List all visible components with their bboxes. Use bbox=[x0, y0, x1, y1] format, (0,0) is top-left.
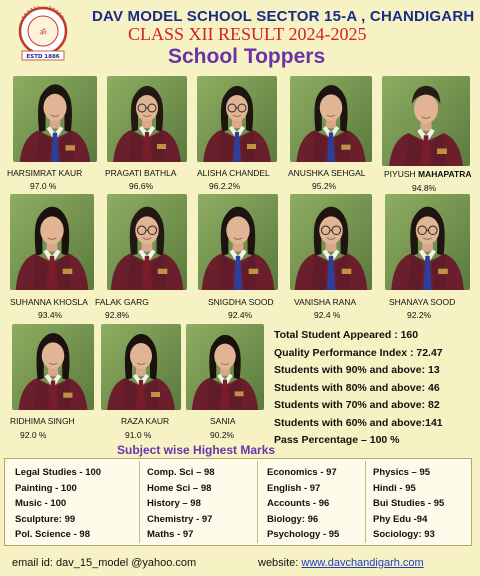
subject-column bbox=[147, 465, 215, 543]
topper-photo bbox=[385, 194, 470, 290]
topper-photo bbox=[13, 76, 97, 162]
student-portrait-icon bbox=[290, 76, 372, 162]
topper-name: PIYUSH MAHAPATRA bbox=[384, 169, 472, 179]
topper-name: VANISHA RANA bbox=[294, 297, 357, 307]
stat-line: Total Student Appeared : 160 bbox=[274, 329, 419, 341]
column-divider bbox=[257, 461, 258, 543]
topper-percentage: 92.4% bbox=[228, 310, 253, 320]
footer-website bbox=[258, 557, 424, 569]
student-portrait-icon bbox=[198, 194, 278, 290]
topper-photo bbox=[197, 76, 277, 162]
subjects-title: Subject wise Highest Marks bbox=[117, 443, 276, 457]
topper-name: HARSIMRAT KAUR bbox=[7, 168, 83, 178]
subject-column bbox=[373, 465, 444, 543]
topper-name: ALISHA CHANDEL bbox=[197, 168, 270, 178]
stat-line: Pass Percentage – 100 % bbox=[274, 434, 400, 446]
topper-name: SNIGDHA SOOD bbox=[208, 297, 274, 307]
topper-percentage: 95.2% bbox=[312, 181, 337, 191]
student-portrait-icon bbox=[385, 194, 470, 290]
topper-photo bbox=[290, 76, 372, 162]
student-portrait-icon bbox=[101, 324, 181, 410]
svg-text:ॐ: ॐ bbox=[39, 28, 47, 37]
topper-percentage: 93.4% bbox=[38, 310, 63, 320]
student-portrait-icon bbox=[107, 194, 187, 290]
student-portrait-icon bbox=[10, 194, 94, 290]
subject-entry: History – 98 bbox=[147, 498, 201, 509]
stat-line: Quality Performance Index : 72.47 bbox=[274, 346, 443, 359]
topper-name: SUHANNA KHOSLA bbox=[10, 297, 88, 307]
subject-entry: English - 97 bbox=[267, 482, 321, 494]
topper-photo bbox=[290, 194, 372, 290]
subject-entry: Home Sci – 98 bbox=[147, 482, 212, 494]
website-label: website: bbox=[258, 557, 302, 569]
student-portrait-icon bbox=[186, 324, 264, 410]
student-portrait-icon bbox=[382, 76, 470, 166]
subject-entry: Comp. Sci – 98 bbox=[147, 467, 215, 478]
result-statistics bbox=[274, 327, 443, 450]
subject-entry: Psychology - 95 bbox=[267, 529, 340, 540]
subject-entry: Pol. Science - 98 bbox=[15, 529, 90, 540]
topper-photo bbox=[101, 324, 181, 410]
subject-marks-table bbox=[4, 458, 472, 546]
topper-name: PRAGATI BATHLA bbox=[105, 168, 177, 178]
topper-photo bbox=[107, 194, 187, 290]
topper-name: SANIA bbox=[210, 416, 236, 426]
subject-entry: Accounts - 96 bbox=[267, 498, 330, 509]
logo-estd-text: ESTD 1886 bbox=[26, 54, 60, 60]
topper-percentage: 92.4 % bbox=[314, 310, 341, 320]
topper-percentage: 94.8% bbox=[412, 183, 437, 193]
student-portrait-icon bbox=[107, 76, 187, 162]
student-portrait-icon bbox=[197, 76, 277, 162]
topper-percentage: 91.0 % bbox=[125, 430, 152, 440]
subject-entry: Hindi - 95 bbox=[373, 482, 416, 494]
topper-percentage: 92.2% bbox=[407, 310, 432, 320]
subject-entry: Sculpture: 99 bbox=[15, 513, 76, 525]
topper-name: RAZA KAUR bbox=[121, 416, 170, 426]
topper-photo bbox=[186, 324, 264, 410]
topper-percentage: 92.0 % bbox=[20, 430, 47, 440]
subject-entry: Biology: 96 bbox=[267, 513, 319, 525]
stat-line: Students with 70% and above: 82 bbox=[274, 399, 440, 411]
topper-percentage: 96.2.2% bbox=[209, 181, 241, 191]
student-portrait-icon bbox=[13, 76, 97, 162]
stat-line: Students with 80% and above: 46 bbox=[274, 381, 440, 394]
subject-column bbox=[267, 465, 339, 543]
stat-line: Students with 90% and above: 13 bbox=[274, 364, 440, 376]
subject-entry: Physics – 95 bbox=[373, 467, 431, 478]
topper-photo bbox=[198, 194, 278, 290]
topper-percentage: 97.0 % bbox=[30, 181, 57, 191]
subject-entry: Sociology: 93 bbox=[373, 529, 435, 540]
result-title: CLASS XII RESULT 2024-2025 bbox=[128, 24, 367, 44]
subject-entry: Economics - 97 bbox=[267, 467, 337, 478]
footer-email: email id: dav_15_model @yahoo.com bbox=[12, 557, 197, 569]
topper-percentage: 92.8% bbox=[105, 310, 130, 320]
topper-photo bbox=[107, 76, 187, 162]
school-logo bbox=[8, 6, 78, 62]
topper-name: RIDHIMA SINGH bbox=[10, 416, 75, 426]
subject-entry: Maths - 97 bbox=[147, 529, 194, 540]
topper-percentage: 90.2% bbox=[210, 430, 235, 440]
subject-entry: Legal Studies - 100 bbox=[15, 467, 102, 478]
topper-name: ANUSHKA SEHGAL bbox=[288, 168, 366, 178]
topper-percentage: 96.6% bbox=[129, 181, 154, 191]
subject-entry: Bui Studies - 95 bbox=[373, 498, 445, 509]
topper-photo bbox=[12, 324, 94, 410]
topper-photo bbox=[382, 76, 470, 166]
subject-entry: Phy Edu -94 bbox=[373, 513, 428, 525]
school-name: DAV MODEL SCHOOL SECTOR 15-A , CHANDIGARH bbox=[92, 8, 475, 25]
section-title: School Toppers bbox=[168, 45, 326, 68]
subject-column bbox=[15, 465, 101, 543]
student-portrait-icon bbox=[290, 194, 372, 290]
stat-line: Students with 60% and above:141 bbox=[274, 416, 443, 429]
column-divider bbox=[365, 461, 366, 543]
topper-photo bbox=[10, 194, 94, 290]
website-link[interactable]: www.davchandigarh.com bbox=[301, 557, 424, 569]
subject-entry: Music - 100 bbox=[15, 498, 67, 509]
topper-name: FALAK GARG bbox=[95, 297, 149, 307]
subject-entry: Chemistry - 97 bbox=[147, 513, 213, 525]
subject-entry: Painting - 100 bbox=[15, 482, 77, 494]
student-portrait-icon bbox=[12, 324, 94, 410]
topper-name: SHANAYA SOOD bbox=[389, 297, 456, 307]
column-divider bbox=[139, 461, 140, 543]
